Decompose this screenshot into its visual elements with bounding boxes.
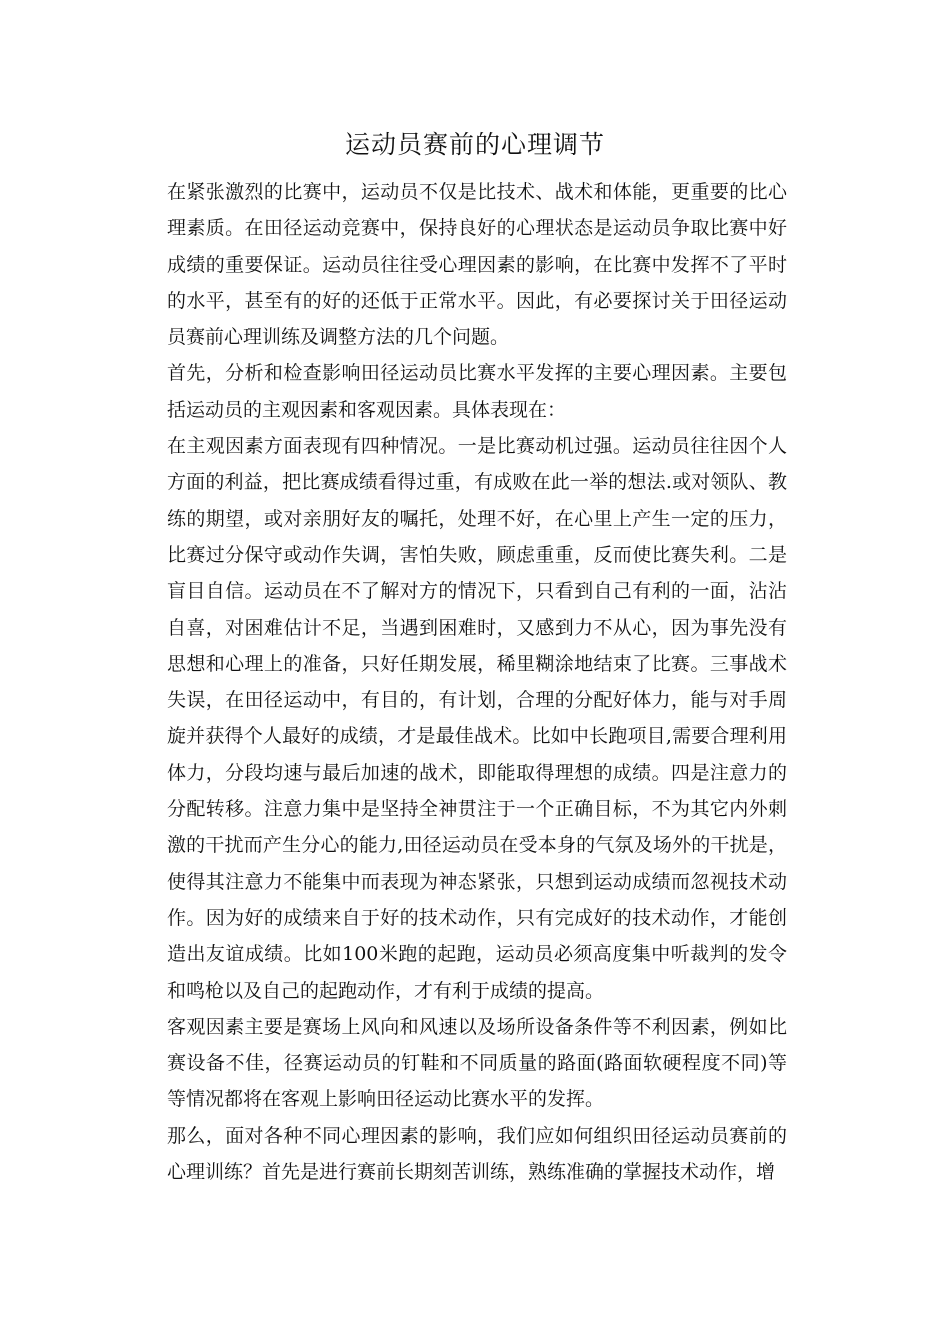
paragraph-factors-overview: 首先，分析和检查影响田径运动员比赛水平发挥的主要心理因素。主要包括运动员的主观因素和客观因素。具体表现在： <box>167 362 787 421</box>
paragraph-objective-factors: 客观因素主要是赛场上风向和风速以及场所设备条件等不利因素，例如比赛设备不佳，径赛运动员的钉鞋和不同质量的路面(路面软硬程度不同)等等情况都将在客观上影响田径运动比赛水平的发挥。 <box>167 1015 787 1111</box>
paragraph-subjective-factors: 在主观因素方面表现有四种情况。一是比赛动机过强。运动员往往因个人方面的利益，把比赛成绩看得过重，有成败在此一举的想法.或对领队、教练的期望，或对亲朋好友的嘱托，处理不好，在心里上产生一定的压力，比赛过分保守或动作失调，害怕失败，顾虑重重，反而使比赛失利。二是盲目自信。运动员在不了解对方的情况下，只看到自己有利的一面，沾沾自喜，对困难估计不足，当遇到困难时，又感到力不从心，因为事先没有思想和心理上的准备，只好任期发展，稀里糊涂地结束了比赛。三事战术失误，在田径运动中，有目的，有计划，合理的分配好体力，能与对手周旋并获得个人最好的成绩，才是最佳战术。比如中长跑项目,需要合理利用体力，分段均速与最后加速的战术，即能取得理想的成绩。四是注意力的分配转移。注意力集中是坚持全神贯注于一个正确目标，不为其它内外刺激的干扰而产生分心的能力,田径运动员在受本身的气氛及场外的干扰是，使得其注意力不能集中而表现为神态紧张，只想到运动成绩而忽视技术动作。因为好的成绩来自于好的技术动作，只有完成好的技术动作，才能创造出友谊成绩。比如100米跑的起跑，运动员必须高度集中听裁判的发令和鸣枪以及自己的起跑动作，才有利于成绩的提高。 <box>167 435 787 1002</box>
document-body <box>167 174 787 1190</box>
document-title: 运动员赛前的心理调节 <box>344 130 605 159</box>
paragraph-intro: 在紧张激烈的比赛中，运动员不仅是比技术、战术和体能，更重要的比心理素质。在田径运动竞赛中，保持良好的心理状态是运动员争取比赛中好成绩的重要保证。运动员往往受心理因素的影响，在比赛中发挥不了平时的水平，甚至有的好的还低于正常水平。因此，有必要探讨关于田径运动员赛前心理训练及调整方法的几个问题。 <box>167 181 787 349</box>
paragraph-training-methods: 那么，面对各种不同心理因素的影响，我们应如何组织田径运动员赛前的心理训练？首先是进行赛前长期刻苦训练，熟练准确的掌握技术动作，增 <box>167 1124 787 1184</box>
